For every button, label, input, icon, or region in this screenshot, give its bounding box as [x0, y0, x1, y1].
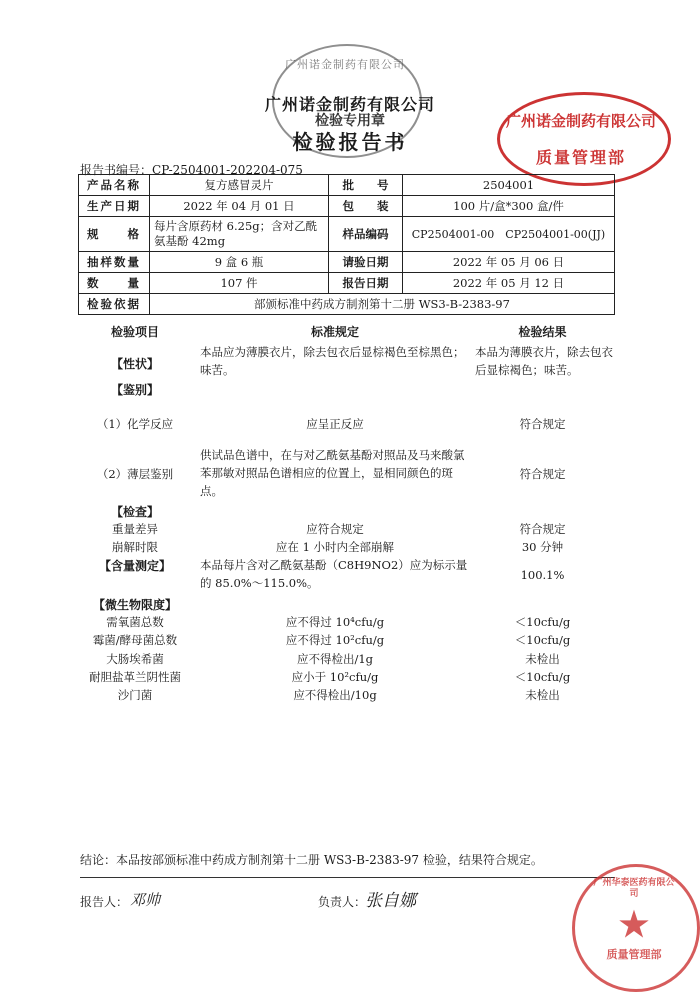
table-row	[79, 294, 615, 315]
bottom-stamp-dept: 质量管理部	[606, 948, 662, 961]
col-result-header: 检验结果	[518, 325, 567, 339]
package-label: 包 装	[329, 196, 403, 217]
reporter-signature: 邓帅	[130, 891, 161, 909]
mold-result: ＜10cfu/g	[514, 633, 571, 647]
doc-title: 检验报告书	[292, 130, 408, 154]
aerobic-result: ＜10cfu/g	[514, 615, 571, 629]
seal-label: 检验专用章	[315, 113, 385, 129]
qa-stamp-dept: 质量管理部	[535, 148, 626, 167]
chem-result: 符合规定	[519, 417, 566, 431]
appearance-result: 本品为薄膜衣片，除去包衣后显棕褐色；味苦。	[475, 345, 613, 377]
micro-heading: 【微生物限度】	[92, 598, 177, 612]
chem-standard: 应呈正反应	[306, 417, 364, 431]
package-value: 100 片/盒*300 盒/件	[403, 196, 615, 217]
appearance-standard: 本品应为薄膜衣片，除去包衣后显棕褐色至棕黑色；味苦。	[200, 345, 465, 377]
prod-date-label: 生产日期	[79, 196, 150, 217]
basis-value: 部颁标准中药成方制剂第十二册 WS3-B-2383-97	[150, 294, 615, 315]
assay-item: 【含量测定】	[98, 559, 171, 573]
basis-label: 检验依据	[79, 294, 150, 315]
req-date-label: 请验日期	[329, 252, 403, 273]
salm-result: 未检出	[525, 688, 560, 702]
mold-standard: 应不得过 10²cfu/g	[285, 633, 385, 647]
req-date-value: 2022 年 05 月 06 日	[403, 252, 615, 273]
appearance-heading: 【性状】	[110, 357, 159, 371]
identify-heading: 【鉴别】	[110, 383, 159, 397]
sample-qty-label: 抽样数量	[79, 252, 150, 273]
sample-qty-value: 9 盒 6 瓶	[150, 252, 329, 273]
ecoli-standard: 应不得检出/1g	[296, 652, 374, 666]
info-table	[78, 174, 615, 315]
batch-value: 2504001	[403, 175, 615, 196]
qty-value: 107 件	[150, 273, 329, 294]
conclusion-label: 结论：	[80, 853, 117, 867]
col-standard-header: 标准规定	[310, 325, 359, 339]
ecoli-item: 大肠埃希菌	[106, 652, 164, 666]
disint-result: 30 分钟	[521, 540, 564, 554]
disint-item: 崩解时限	[112, 540, 158, 554]
bile-standard: 应小于 10²cfu/g	[291, 670, 379, 684]
sample-label: 样品编码	[329, 217, 403, 252]
manager-label: 负责人：	[318, 895, 367, 909]
qa-stamp	[497, 92, 671, 186]
spec-label: 规 格	[79, 217, 150, 252]
spec-value: 每片含原药材 6.25g；含对乙酰氨基酚 42mg	[150, 217, 329, 252]
bile-item: 耐胆盐革兰阴性菌	[89, 670, 181, 684]
batch-label: 批 号	[329, 175, 403, 196]
product-label: 产品名称	[79, 175, 150, 196]
assay-result: 100.1%	[520, 568, 565, 582]
assay-standard: 本品每片含对乙酰氨基酚（C8H9NO2）应为标示量的 85.0%～115.0%。	[200, 558, 468, 590]
aerobic-item: 需氧菌总数	[106, 615, 164, 629]
table-row	[79, 196, 615, 217]
seal-arc-text: 广州诺金制药有限公司	[285, 58, 405, 71]
reporter-label: 报告人：	[80, 895, 129, 909]
inspect-heading: 【检查】	[110, 505, 159, 519]
divider	[80, 877, 615, 878]
aerobic-standard: 应不得过 10⁴cfu/g	[285, 615, 385, 629]
conclusion	[80, 851, 543, 869]
weight-result: 符合规定	[519, 522, 566, 536]
report-no-label: 报告书编号：	[80, 163, 153, 177]
conclusion-text: 本品按部颁标准中药成方制剂第十二册 WS3-B-2383-97 检验，结果符合规定。	[116, 853, 543, 867]
report-date-value: 2022 年 05 月 12 日	[403, 273, 615, 294]
company-name: 广州诺金制药有限公司	[264, 95, 435, 114]
salm-item: 沙门菌	[117, 688, 153, 702]
table-row	[79, 217, 615, 252]
product-value: 复方感冒灵片	[150, 175, 329, 196]
report-no-value: CP-2504001-202204-075	[152, 163, 303, 177]
table-row	[79, 252, 615, 273]
table-row	[79, 175, 615, 196]
weight-item: 重量差异	[112, 522, 158, 536]
weight-standard: 应符合规定	[306, 522, 364, 536]
disint-standard: 应在 1 小时内全部崩解	[275, 540, 395, 554]
tlc-item: （2）薄层鉴别	[96, 467, 174, 481]
star-icon: ★	[618, 905, 650, 945]
report-date-label: 报告日期	[329, 273, 403, 294]
chem-item: （1）化学反应	[96, 417, 174, 431]
qty-label: 数 量	[79, 273, 150, 294]
qa-stamp-company: 广州诺金制药有限公司	[505, 112, 656, 130]
ecoli-result: 未检出	[525, 652, 560, 666]
tlc-standard: 供试品色谱中，在与对乙酰氨基酚对照品及马来酸氯苯那敏对照品色谱相应的位置上，显相同颜色的斑点。	[200, 448, 465, 498]
prod-date-value: 2022 年 04 月 01 日	[150, 196, 329, 217]
sample-value: CP2504001-00 CP2504001-00(JJ)	[403, 217, 615, 252]
col-item-header: 检验项目	[110, 325, 159, 339]
manager-signature: 张自娜	[365, 891, 416, 911]
bottom-stamp-company: 广州华泰医药有限公司	[593, 878, 675, 899]
bile-result: ＜10cfu/g	[514, 670, 571, 684]
tlc-result: 符合规定	[519, 467, 566, 481]
mold-item: 霉菌/酵母菌总数	[92, 633, 178, 647]
table-row	[79, 273, 615, 294]
salm-standard: 应不得检出/10g	[293, 688, 377, 702]
